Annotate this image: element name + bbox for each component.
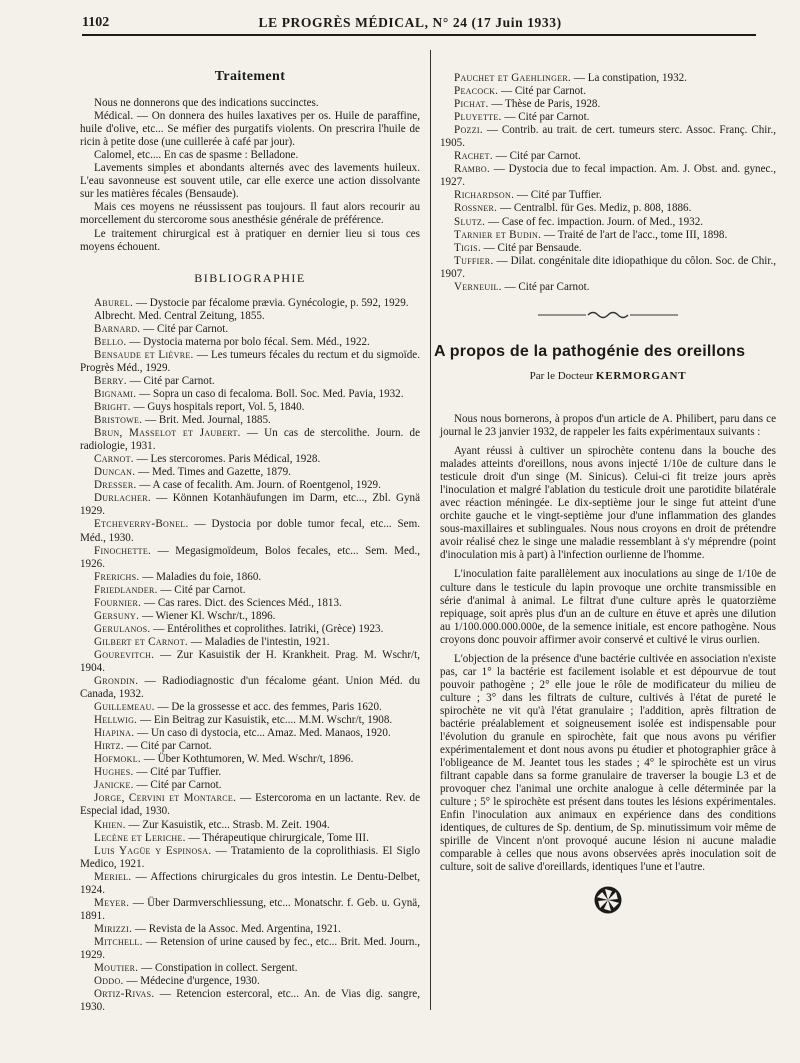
bibliography-author: Bello. xyxy=(94,335,127,348)
treatment-paragraph: Calomel, etc.... En cas de spasme : Belladone. xyxy=(94,149,299,162)
bibliography-entry: Jorge, Cervini et Montarce. — Estercoroma en un lactante. Rev. de Especial idad, 1930. xyxy=(80,792,420,818)
bibliography-list xyxy=(80,297,420,1015)
bibliography-entry: Dresser. — A case of fecalith. Am. Journ. of Roentgenol, 1929. xyxy=(94,479,381,492)
bibliography-entry: Grondin. — Radiodiagnostic d'un fécalome géant. Union Méd. du Canada, 1932. xyxy=(80,675,420,701)
bibliography-author: Hiapina. xyxy=(94,727,135,740)
bibliography-entry: Peacock. — Cité par Carnot. xyxy=(454,85,587,98)
article-paragraph: L'inoculation faite parallèlement aux inoculations au singe de 1/10e de culture dans le testicule du lapin provoque une orchite transmissible en série d'animal à animal. Le filtrat d'une culture après le quatorzième repiquage, soit après plus d'un an de culture en étuve et après une dilution au 1/100.000.000.000e, de la semence initiale, est encore pathogène. Nous croyons donc pouvoir affirmer avoir conservé et cultivé le virus ourlien. xyxy=(440,568,776,646)
bibliography-author: Richardson. xyxy=(454,189,515,202)
bibliography-entry: Duncan. — Med. Times and Gazette, 1879. xyxy=(94,466,291,479)
bibliography-author: Khien. xyxy=(94,818,126,831)
bibliography-author: Barnard. xyxy=(94,322,141,335)
bibliography-author: Bignami. xyxy=(94,387,137,400)
bibliography-author: Hirtz. xyxy=(94,740,124,753)
bibliography-entry: Etcheverry-Bonel. — Dystocia por doble tumor fecal, etc... Sem. Méd., 1930. xyxy=(80,518,420,544)
bibliography-entry: Brun, Masselot et Jaubert. — Un cas de stercolithe. Journ. de radiologie, 1931. xyxy=(80,427,421,453)
bibliography-author: Gilbert et Carnot. xyxy=(94,635,188,648)
treatment-paragraph: Nous ne donnerons que des indications succinctes. xyxy=(94,97,319,110)
bibliography-author: Friedlander. xyxy=(94,583,158,596)
bibliography-entry: Oddo. — Médecine d'urgence, 1930. xyxy=(94,975,260,988)
bibliography-author: Janicke. xyxy=(94,779,134,792)
section-title: Traitement xyxy=(214,69,286,84)
bibliography-author: Peacock. xyxy=(454,85,499,98)
bibliography-entry: Pozzi. — Contrib. au trait. de cert. tumeurs sterc. Assoc. Franç. Chir., 1905. xyxy=(440,124,776,150)
bibliography-author: Bristowe. xyxy=(94,414,143,427)
bibliography-entry: Tigis. — Cité par Bensaude. xyxy=(454,241,582,254)
bibliography-author: Hellwig. xyxy=(94,714,138,727)
running-header xyxy=(82,8,756,36)
bibliography-author: Duncan. xyxy=(94,466,136,479)
bibliography-author: Durlacher. xyxy=(94,492,151,505)
bibliography-entry: Hiapina. — Un caso di dystocia, etc... Amaz. Med. Manaos, 1920. xyxy=(94,727,391,740)
bibliography-entry: Bensaude et Lièvre. — Les tumeurs fécales du rectum et du sigmoïde. Progrès Méd., 1929. xyxy=(80,348,421,374)
bibliography-author: Hofmokl. xyxy=(94,753,141,766)
treatment-paragraph: Lavements simples et abondants alternés avec des lavements huileux. L'eau savonneuse est souvent utile, car elle exerce une action dissolvante sur les matières fécales (Bensaude). xyxy=(80,162,420,201)
bibliography-entry: Bristowe. — Brit. Med. Journal, 1885. xyxy=(94,414,271,427)
bibliography-entry: Gerulanos. — Entérolithes et coprolithes. Iatriki, (Grèce) 1923. xyxy=(94,622,384,635)
bibliography-author: Bensaude et Lièvre. xyxy=(94,348,194,361)
bibliography-entry: Pichat. — Thèse de Paris, 1928. xyxy=(454,98,601,111)
bibliography-entry: Aburel. — Dystocie par fécalome prævia. Gynécologie, p. 592, 1929. xyxy=(94,296,409,309)
bibliography-author: Tarnier et Budin. xyxy=(454,228,542,241)
bibliography-entry: Pluyette. — Cité par Carnot. xyxy=(454,111,590,124)
bibliography-author: Tigis. xyxy=(454,241,481,254)
bibliography-author: Guillemeau. xyxy=(94,701,155,714)
author-name: KERMORGANT xyxy=(595,369,687,382)
bibliography-entry: Carnot. — Les stercoromes. Paris Médical, 1928. xyxy=(94,453,321,466)
bibliography-entry: Friedlander. — Cité par Carnot. xyxy=(94,583,246,596)
bibliography-entry: Finochette. — Megasigmoïdeum, Bolos fecales, etc... Sem. Med., 1926. xyxy=(80,544,420,570)
bibliography-entry: Pauchet et Gaehlinger. — La constipation, 1932. xyxy=(454,72,687,84)
bibliography-entry: Gourevitch. — Zur Kasuistik der H. Krankheit. Prag. M. Wschr/t, 1904. xyxy=(80,648,420,674)
bibliography-author: Meyer. xyxy=(94,896,130,909)
bibliography-entry: Bello. — Dystocia materna por bolo fécal. Sem. Méd., 1922. xyxy=(94,335,370,348)
bibliography-entry: Hellwig. — Ein Beitrag zur Kasuistik, etc.... M.M. Wschr/t, 1908. xyxy=(94,714,393,727)
bibliography-entry: Luis Yagüe y Espinosa. — Tratamiento de la coprolithiasis. El Siglo Medico, 1921. xyxy=(80,844,420,870)
page-number: 1102 xyxy=(82,15,110,30)
bibliography-entry: Tuffier. — Dilat. congénitale dite idiopathique du côlon. Soc. de Chir., 1907. xyxy=(440,254,776,280)
bibliography-author: Pozzi. xyxy=(454,124,483,137)
bibliography-entry: Hofmokl. — Über Kothtumoren, W. Med. Wschr/t, 1896. xyxy=(94,753,354,766)
treatment-paragraph: Mais ces moyens ne réussissent pas toujours. Il faut alors recourir au morcellement du stercorome sous anesthésie générale de préférence. xyxy=(80,201,420,227)
bibliography-entry: Mirizzi. — Revista de la Assoc. Med. Argentina, 1921. xyxy=(94,922,341,935)
bibliography-entry: Slutz. — Case of fec. impaction. Journ. of Med., 1932. xyxy=(454,215,704,228)
byline xyxy=(440,370,776,383)
bibliography-author: Grondin. xyxy=(94,675,139,688)
bibliography-author: Etcheverry-Bonel. xyxy=(94,518,189,531)
bibliography-author: Aburel. xyxy=(94,296,134,309)
left-column xyxy=(80,70,420,1014)
bibliography-author: Slutz. xyxy=(454,215,486,228)
bibliography-entry: Ortiz-Rivas. — Retencion estercoral, etc... An. de Vias dig. sangre, 1930. xyxy=(80,988,420,1014)
bibliography-author: Oddo. xyxy=(94,975,124,988)
bibliography-list-continued xyxy=(440,72,776,294)
bibliography-author: Moutier. xyxy=(94,962,139,975)
bibliography-entry: Hirtz. — Cité par Carnot. xyxy=(94,740,212,753)
treatment-paragraph: Médical. — On donnera des huiles laxatives per os. Huile de paraffine, huile d'olive, etc... Se méfier des purgatifs violents. On prescrira l'huile de ricin à petite dose (une cuillerée à café par jour). xyxy=(80,110,420,149)
bibliography-author: Berry. xyxy=(94,374,127,387)
bibliography-entry: Lecène et Leriche. — Thérapeutique chirurgicale, Tome III. xyxy=(94,831,369,844)
bibliography-author: Hughes. xyxy=(94,766,134,779)
bibliography-entry: Mitchell. — Retension of urine caused by fec., etc... Brit. Med. Journ., 1929. xyxy=(80,935,420,961)
bibliography-author: Verneuil. xyxy=(454,280,502,293)
bibliography-entry: Bright. — Guys hospitals report, Vol. 5, 1840. xyxy=(94,401,305,414)
bibliography-author: Gersuny. xyxy=(94,609,140,622)
bibliography-entry: Durlacher. — Können Kotanhäufungen im Darm, etc..., Zbl. Gynä 1929. xyxy=(80,492,420,518)
bibliography-title: BIBLIOGRAPHIE xyxy=(194,270,306,285)
bibliography-entry: Bignami. — Sopra un caso di fecaloma. Boll. Soc. Med. Pavia, 1932. xyxy=(94,387,404,400)
bibliography-author: Fournier. xyxy=(94,596,142,609)
article-paragraph: Ayant réussi à cultiver un spirochète contenu dans la bouche des malades atteints d'oreillons, nous avons injecté 1/10e de culture dans le testicule droit d'un singe (M. Sinicus). Celui-ci fit treize jours après l'inoculation et malgré l'ablation du testicule droit une parotidite bilatérale avec réaction méningée. Le dix-septième jour le singe fut atteint d'une orchite gauche et le vingt-septième jour d'une inflammation des glandes sous-maxillaires et sublinguales. Nous nous croyons en droit de prétendre avoir réalisé chez le singe une maladie ressemblant à s'y méprendre (point d'inoculation mis à part) à l'infection ourlienne de l'homme. xyxy=(440,445,776,562)
bibliography-entry: Janicke. — Cité par Carnot. xyxy=(94,779,222,792)
bibliography-author: Pauchet et Gaehlinger. xyxy=(454,72,572,84)
column-divider xyxy=(430,50,431,1010)
bibliography-author: Mirizzi. xyxy=(94,922,133,935)
bibliography-entry: Moutier. — Constipation in collect. Sergent. xyxy=(94,962,298,975)
bibliography-author: Carnot. xyxy=(94,453,134,466)
journal-title: LE PROGRÈS MÉDICAL, N° 24 (17 Juin 1933) xyxy=(258,15,562,30)
treatment-paragraph: Le traitement chirurgical est à pratiquer en dernier lieu si tous ces moyens échouent. xyxy=(80,227,420,253)
bibliography-author: Luis Yagüe y Espinosa. xyxy=(94,844,212,857)
bibliography-entry: Meriel. — Affections chirurgicales du gros intestin. Le Dentu-Delbet, 1924. xyxy=(80,870,420,896)
bibliography-author: Rambo. xyxy=(454,163,490,176)
article-paragraph: Nous nous bornerons, à propos d'un article de A. Philibert, paru dans ce journal le 23 janvier 1932, de rappeler les faits expérimentaux suivants : xyxy=(440,412,776,438)
bibliography-author: Lecène et Leriche. xyxy=(94,831,186,844)
pinwheel-ornament-icon xyxy=(440,885,776,919)
bibliography-entry: Berry. — Cité par Carnot. xyxy=(94,374,215,387)
bibliography-author: Rachet. xyxy=(454,150,493,163)
bibliography-author: Finochette. xyxy=(94,544,152,557)
bibliography-entry: Richardson. — Cité par Tuffier. xyxy=(454,189,602,202)
bibliography-entry: Rossner. — Centralbl. für Ges. Mediz, p. 808, 1886. xyxy=(454,202,692,215)
bibliography-author: Pluyette. xyxy=(454,111,502,124)
bibliography-author: Dresser. xyxy=(94,479,137,492)
right-column xyxy=(434,72,776,919)
bibliography-entry: Verneuil. — Cité par Carnot. xyxy=(454,280,590,293)
bibliography-author: Mitchell. xyxy=(94,935,143,948)
bibliography-entry: Fournier. — Cas rares. Dict. des Sciences Méd., 1813. xyxy=(94,596,342,609)
bibliography-entry: Guillemeau. — De la grossesse et acc. des femmes, Paris 1620. xyxy=(94,701,382,714)
bibliography-entry: Tarnier et Budin. — Traité de l'art de l'acc., tome III, 1898. xyxy=(454,228,728,241)
ornament-divider xyxy=(440,310,776,323)
bibliography-entry: Gilbert et Carnot. — Maladies de l'intestin, 1921. xyxy=(94,635,330,648)
bibliography-author: Frerichs. xyxy=(94,570,140,583)
bibliography-entry: Gersuny. — Wiener Kl. Wschr/t., 1896. xyxy=(94,609,276,622)
bibliography-author: Tuffier. xyxy=(454,254,494,267)
bibliography-author: Brun, Masselot et Jaubert. xyxy=(94,427,241,440)
bibliography-entry: Barnard. — Cité par Carnot. xyxy=(94,322,229,335)
bibliography-author: Bright. xyxy=(94,401,131,414)
bibliography-entry: Meyer. — Über Darmverschliessung, etc... Monatschr. f. Geb. u. Gynä, 1891. xyxy=(80,896,420,922)
bibliography-author: Rossner. xyxy=(454,202,498,215)
bibliography-entry: Albrecht. Med. Central Zeitung, 1855. xyxy=(94,309,265,322)
article-paragraph: L'objection de la présence d'une bactérie cultivée en association n'existe pas, car 1° la bactérie est facilement isolable et est dépourvue de tout pouvoir pathogène ; 2° elle joue le rôle de modificateur du milieu de culture ; 3° dans les filtrats de culture, cultivés à l'état de pureté le spirochète ne vit qu'à l'état granulaire ; l'addition, après filtration de bactérie préalablement et soigneusement isolée est indispensable pour l'évolution du granule en spirochète, fait que nous avons pu vérifier expérimentalement et dont nous avons pu étudier et photographier grâce à l'obligeance de M. Jeantet tous les stades ; 4° le spirochète est un virus filtrant capable dans sa forme granulaire de traverser la bougie L3 et de provoquer chez l'animal une orchite analogue à celle déterminée par la culture ; 5° le spirochète est présent dans toutes les lésions expérimentales. Enfin l'inoculation aux animaux en expérience dans des conditions identiques, de cultures de Sp. dentium, de Sp. minutissimum voir même de spirille de Vincent n'ont provoqué aucune lésion ni aucune maladie comparable à celles que nous avons observées après inoculation soit de culture, soit de salive d'oreillards, identiques l'une et l'autre. xyxy=(440,652,776,874)
bibliography-author: Jorge, Cervini et Montarce. xyxy=(94,792,237,805)
bibliography-author: Gourevitch. xyxy=(94,648,155,661)
bibliography-author: Gerulanos. xyxy=(94,622,151,635)
bibliography-entry: Rachet. — Cité par Carnot. xyxy=(454,150,581,163)
bibliography-author: Meriel. xyxy=(94,870,132,883)
bibliography-entry: Rambo. — Dystocia due to fecal impaction. Am. J. Obst. and. gynec., 1927. xyxy=(440,163,776,189)
byline-prefix: Par le Docteur xyxy=(529,369,594,382)
bibliography-author: Pichat. xyxy=(454,98,489,111)
bibliography-entry: Khien. — Zur Kasuistik, etc... Strasb. M. Zeit. 1904. xyxy=(94,818,330,831)
bibliography-entry: Hughes. — Cité par Tuffier. xyxy=(94,766,222,779)
bibliography-author: Ortiz-Rivas. xyxy=(94,988,155,1001)
article-title: A propos de la pathogénie des oreillons xyxy=(434,342,746,360)
bibliography-entry: Frerichs. — Maladies du foie, 1860. xyxy=(94,570,262,583)
